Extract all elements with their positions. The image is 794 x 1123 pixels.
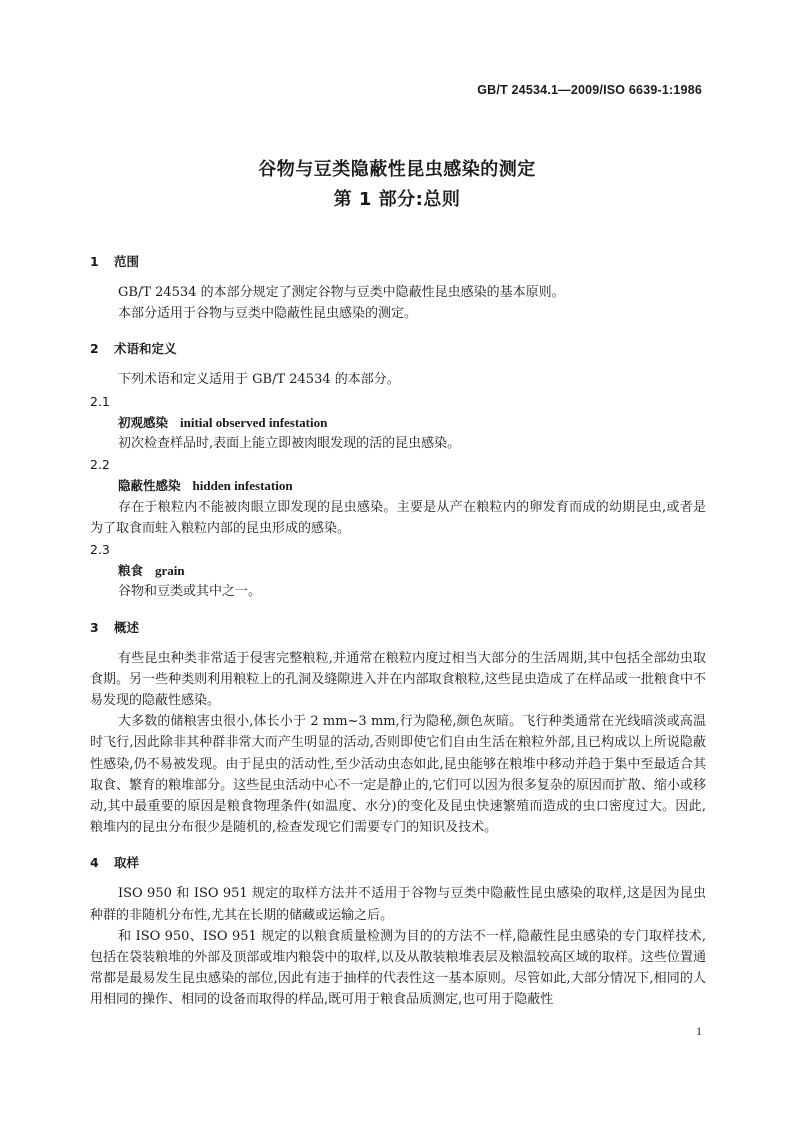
term-entry (90, 560, 706, 581)
term-definition: 存在于粮粒内不能被肉眼立即发现的昆虫感染。主要是从产在粮粒内的卵发育而成的幼期昆虫,或者是为了取食而蛀入粮粒内部的昆虫形成的感染。 (90, 499, 706, 536)
term-number: 2.2 (90, 457, 110, 473)
document-subtitle: 第 1 部分:总则 (333, 189, 461, 210)
term-chinese: 初观感染 (118, 414, 169, 430)
term-english: hidden infestation (192, 478, 293, 494)
document-body (90, 251, 706, 1011)
section-heading-sampling (90, 852, 706, 873)
term-chinese: 隐蔽性感染 (118, 478, 181, 494)
term-english: initial observed infestation (180, 414, 328, 430)
paragraph: 大多数的储粮害虫很小,体长小于 2 mm~3 mm,行为隐秘,颜色灰暗。飞行种类通常在光线暗淡或高温时飞行,因此除非其种群非常大而产生明显的活动,否则即使它们自由生活在粮粒外部,且已构成以上所说隐蔽性感染,仍不易被发现。由于昆虫的活动性,至少活动虫态如此,昆虫能够在粮堆中移动并趋于集中至最适合其取食、繁育的粮堆部分。这些昆虫活动中心不一定是静止的,它们可以因为很多复杂的原因而扩散、缩小或移动,其中最重要的原因是粮食物理条件(如温度、水分)的变化及昆虫快速繁殖而造成的虫口密度过大。因此,粮堆内的昆虫分布很少是随机的,检查发现它们需要专门的知识及技术。 (90, 714, 706, 836)
term-entry (90, 475, 706, 496)
standard-code: GB/T 24534.1—2009/ISO 6639-1:1986 (477, 83, 702, 97)
document-title: 谷物与豆类隐蔽性昆虫感染的测定 (258, 159, 536, 180)
section-number: 1 (90, 254, 99, 269)
paragraph: GB/T 24534 的本部分规定了测定谷物与豆类中隐蔽性昆虫感染的基本原则。 (118, 285, 565, 300)
section-title: 范围 (114, 254, 140, 269)
section-number: 2 (90, 341, 99, 357)
term-number: 2.3 (90, 542, 110, 557)
section-title: 取样 (114, 855, 140, 871)
paragraph: ISO 950 和 ISO 951 规定的取样方法并不适用于谷物与豆类中隐蔽性昆虫感染的取样,这是因为昆虫种群的非随机分布性,尤其在长期的储藏或运输之后。 (90, 886, 706, 923)
term-chinese: 粮食 (118, 563, 144, 579)
section-heading-overview (90, 617, 706, 638)
page-number: 1 (696, 1024, 702, 1038)
paragraph: 和 ISO 950、ISO 951 规定的以粮食质量检测为目的的方法不一样,隐蔽性昆虫感染的专门取样技术,包括在袋装粮堆的外部及顶部或堆内粮袋中的取样,以及从散装粮堆表层及粮温较高区域的取样。这些位置通常都是最易发生昆虫感染的部位,因此有违于抽样的代表性这一基本原则。尽管如此,大部分情况下,相同的人用相同的操作、相同的设备而取得的样品,既可用于粮食品质测定,也可用于隐蔽性 (90, 928, 706, 1008)
section-number: 4 (90, 855, 99, 871)
term-english: grain (155, 563, 185, 579)
term-definition: 初次检查样品时,表面上能立即被肉眼发现的活的昆虫感染。 (118, 436, 461, 451)
term-definition: 谷物和豆类或其中之一。 (118, 584, 262, 600)
section-title: 术语和定义 (114, 341, 177, 357)
section-heading-terms (90, 338, 706, 359)
paragraph: 下列术语和定义适用于 GB/T 24534 的本部分。 (118, 372, 400, 388)
term-number: 2.1 (90, 393, 110, 409)
paragraph: 有些昆虫种类非常适于侵害完整粮粒,并通常在粮粒内度过相当大部分的生活周期,其中包括全部幼虫取食期。另一些种类则利用粮粒上的孔洞及缝隙进入并在内部取食粮粒,这些昆虫造成了在样品或一批粮食中不易发现的隐蔽性感染。 (90, 650, 706, 708)
term-entry (90, 412, 706, 433)
paragraph: 本部分适用于谷物与豆类中隐蔽性昆虫感染的测定。 (118, 306, 418, 322)
section-heading-scope (90, 251, 706, 272)
section-number: 3 (90, 619, 99, 635)
section-title: 概述 (114, 619, 140, 635)
